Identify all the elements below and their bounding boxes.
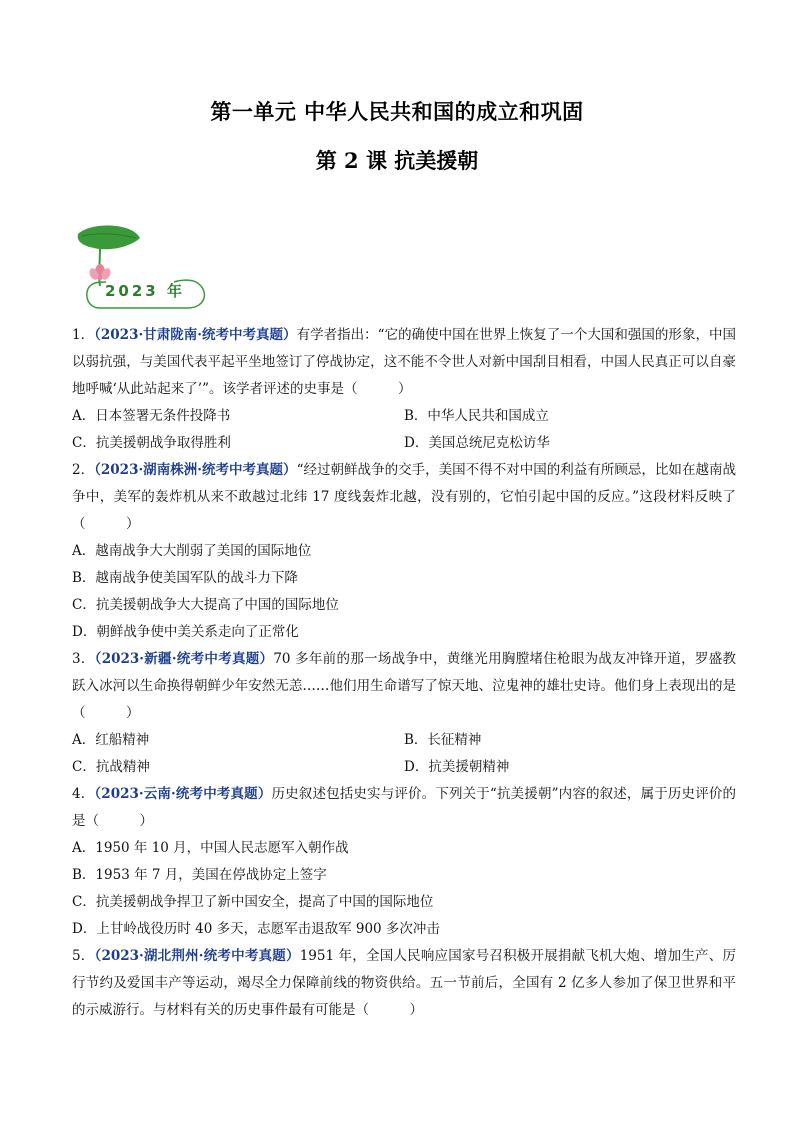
question-source-tag: （2023·新疆·统考中考真题）	[94, 651, 274, 667]
lesson-title: 第 2 课 抗美援朝	[315, 148, 479, 173]
question-5	[72, 943, 736, 1024]
question-3	[72, 646, 736, 781]
question-source-tag: （2023·湖北荆州·统考中考真题）	[94, 948, 300, 964]
option-b: B．长征精神	[404, 732, 482, 748]
question-source-tag: （2023·湖南株洲·统考中考真题）	[94, 462, 297, 478]
question-list	[72, 322, 736, 1024]
option-d: D．上甘岭战役历时 40 多天，志愿军击退敌军 900 多次冲击	[72, 921, 440, 937]
question-stem: 5．（2023·湖北荆州·统考中考真题）1951 年，全国人民响应国家号召积极开展捐献飞机大炮、增加生产、厉行节约及爱国丰产等运动，竭尽全力保障前线的物资供给。五一节前后，全国有 2 亿多人参加了保卫世界和平的示威游行。与材料有关的历史事件最有可能是（ ）	[72, 948, 736, 1018]
option-c: C．抗美援朝战争大大提高了中国的国际地位	[72, 597, 339, 613]
question-2	[72, 457, 736, 646]
option-c: C．抗美援朝战争捍卫了新中国安全，提高了中国的国际地位	[72, 894, 434, 910]
option-a: A．1950 年 10 月，中国人民志愿军入朝作战	[72, 840, 349, 856]
year-badge-label: 2023 年	[105, 282, 185, 300]
option-d: D．朝鲜战争使中美关系走向了正常化	[72, 624, 299, 640]
options-grid	[72, 403, 736, 457]
question-source-tag: （2023·云南·统考中考真题）	[94, 786, 272, 802]
options-grid	[72, 727, 736, 781]
unit-title: 第一单元 中华人民共和国的成立和巩固	[210, 99, 584, 124]
option-a: A．日本签署无条件投降书	[72, 408, 231, 424]
option-c: C．抗战精神	[72, 759, 150, 775]
option-a: A．红船精神	[72, 732, 150, 748]
question-1	[72, 322, 736, 457]
option-b: B．越南战争使美国军队的战斗力下降	[72, 570, 298, 586]
option-b: B．中华人民共和国成立	[404, 408, 549, 424]
option-d: D．美国总统尼克松访华	[404, 435, 550, 451]
question-stem: 3．（2023·新疆·统考中考真题）70 多年前的那一场战争中，黄继光用胸膛堵住枪眼为战友冲锋开道，罗盛教跃入冰河以生命换得朝鲜少年安然无恙……他们用生命谱写了惊天地、泣鬼神的雄壮史诗。他们身上表现出的是（ ）	[72, 651, 736, 721]
option-d: D．抗美援朝精神	[404, 759, 510, 775]
question-4	[72, 781, 736, 943]
option-a: A．越南战争大大削弱了美国的国际地位	[72, 543, 312, 559]
question-source-tag: （2023·甘肃陇南·统考中考真题）	[94, 327, 297, 343]
question-stem: 4．（2023·云南·统考中考真题）历史叙述包括史实与评价。下列关于“抗美援朝”内容的叙述，属于历史评价的是（ ）	[72, 786, 736, 829]
question-stem: 2．（2023·湖南株洲·统考中考真题）“经过朝鲜战争的交手，美国不得不对中国的利益有所顾忌，比如在越南战争中，美军的轰炸机从来不敢越过北纬 17 度线轰炸北越，没有别的，它怕引起中国的反应。”这段材料反映了（ ）	[72, 462, 736, 532]
option-c: C．抗美援朝战争取得胜利	[72, 435, 231, 451]
question-stem: 1．（2023·甘肃陇南·统考中考真题）有学者指出：“它的确使中国在世界上恢复了一个大国和强国的形象，中国以弱抗强，与美国代表平起平坐地签订了停战协定，这不能不令世人对新中国刮目相看，中国人民真正可以自豪地呼喊‘从此站起来了’”。该学者评述的史事是（ ）	[72, 327, 736, 397]
option-b: B．1953 年 7 月，美国在停战协定上签字	[72, 867, 327, 883]
